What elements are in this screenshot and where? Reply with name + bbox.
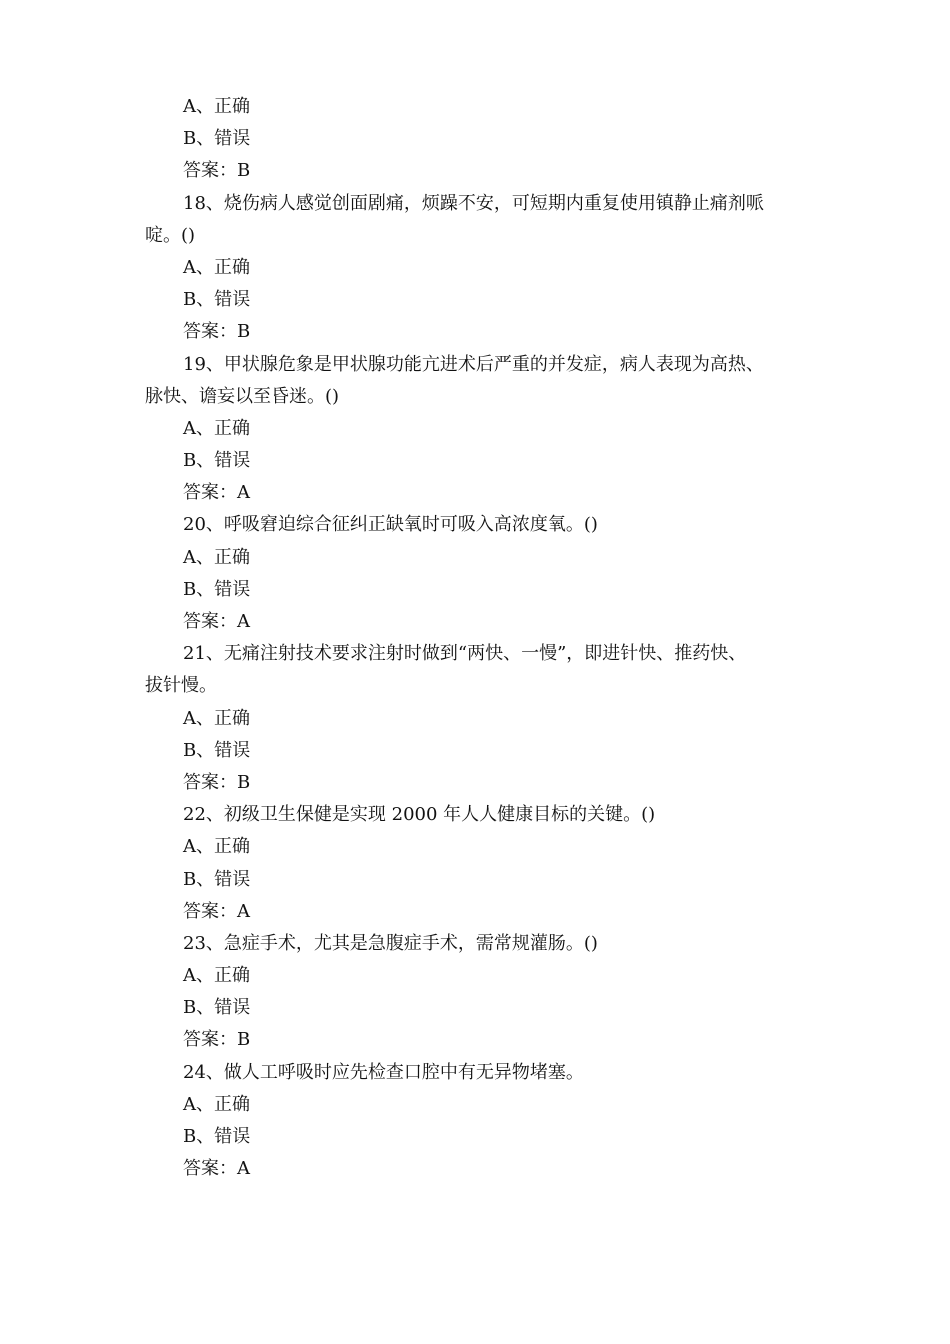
answer: 答案：A — [183, 611, 250, 632]
option-a: A、正确 — [183, 707, 250, 729]
option-b: B、错误 — [183, 450, 251, 472]
question-text: 20、呼吸窘迫综合征纠正缺氧时可吸入高浓度氧。() — [183, 514, 598, 536]
question-18 — [145, 188, 805, 349]
option-b: B、错误 — [183, 289, 251, 311]
option-a: A、正确 — [183, 836, 250, 858]
question-text-line2: 拔针慢。 — [145, 675, 217, 697]
option-a: A、正确 — [183, 965, 250, 987]
option-b: B、错误 — [183, 128, 251, 150]
answer: 答案：B — [183, 160, 251, 182]
question-text-line1: 18、烧伤病人感觉创面剧痛，烦躁不安，可短期内重复使用镇静止痛剂哌 — [183, 192, 764, 214]
question-list — [145, 91, 805, 1185]
question-22 — [145, 799, 805, 928]
question-20 — [145, 509, 805, 638]
question-text-line1: 21、无痛注射技术要求注射时做到“两快、一慢”，即进针快、推药快、 — [183, 643, 747, 665]
option-a: A、正确 — [183, 546, 250, 568]
answer: 答案：A — [183, 900, 250, 922]
option-a: A、正确 — [183, 256, 250, 278]
option-b: B、错误 — [183, 578, 251, 600]
question-text-line2: 脉快、谵妄以至昏迷。() — [145, 385, 340, 407]
question-text: 24、做人工呼吸时应先检查口腔中有无异物堵塞。 — [183, 1061, 584, 1083]
answer: 答案：A — [183, 482, 250, 504]
answer: 答案：A — [183, 1158, 250, 1180]
option-a: A、正确 — [183, 1093, 250, 1115]
question-text: 22、初级卫生保健是实现 2000 年人人健康目标的关键。() — [183, 804, 656, 826]
question-24 — [145, 1057, 805, 1186]
question-23 — [145, 928, 805, 1057]
option-b: B、错误 — [183, 739, 251, 761]
question-text-line1: 19、甲状腺危象是甲状腺功能亢进术后严重的并发症，病人表现为高热、 — [183, 353, 764, 375]
question-text-line2: 啶。() — [145, 224, 196, 246]
option-a: A、正确 — [183, 417, 250, 439]
answer: 答案：B — [183, 771, 251, 793]
option-b: B、错误 — [183, 1126, 251, 1147]
answer: 答案：B — [183, 1029, 251, 1051]
question-21 — [145, 638, 805, 799]
option-b: B、错误 — [183, 868, 251, 890]
question-text: 23、急症手术，尤其是急腹症手术，需常规灌肠。() — [183, 932, 598, 954]
option-a: A、正确 — [183, 96, 250, 117]
answer: 答案：B — [183, 321, 251, 343]
option-b: B、错误 — [183, 997, 251, 1019]
question-19 — [145, 349, 805, 510]
